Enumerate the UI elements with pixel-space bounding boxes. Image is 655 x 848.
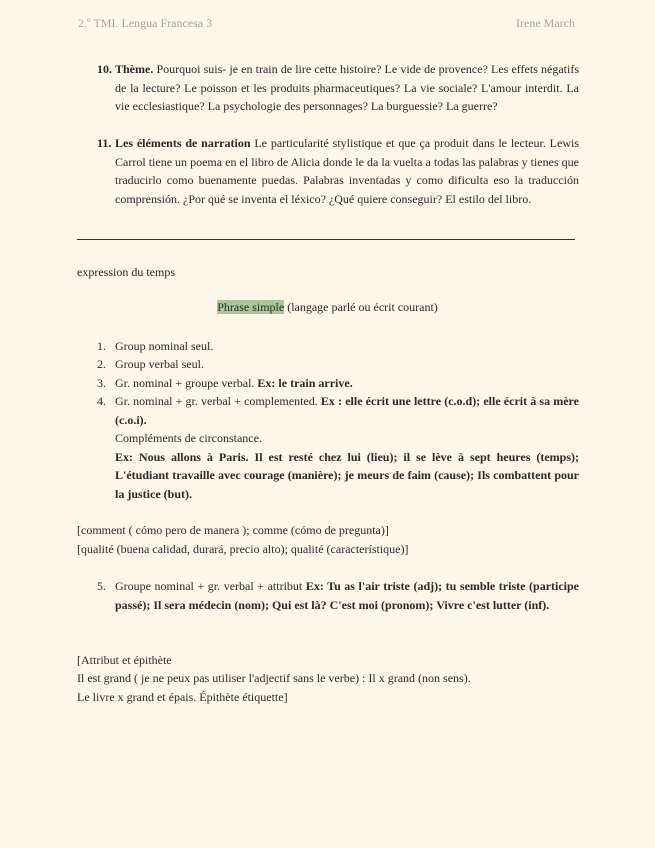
list-item — [97, 577, 579, 614]
attribut-note: [Attribut et épithète — [77, 653, 172, 667]
list-text: Group verbal seul. — [115, 357, 204, 371]
list-example: Ex : elle écrit une lettre (c.o.d); elle écrit à sa mère (c.o.i). — [115, 394, 579, 427]
section-label: expression du temps — [77, 265, 175, 279]
list-item — [97, 392, 579, 504]
list-number: 1. — [97, 339, 106, 353]
item-title: Les éléments de narration — [115, 136, 251, 150]
list-sub-example: Ex: Nous allons à Paris. Il est resté chez lui (lieu); il se lève à sept heures (temps); L'étudiant travaille avec courage (manière); je meurs de faim (cause); Ils combattent pour la justice (but). — [115, 449, 579, 501]
phrase-rest: (langage parlé ou écrit courant) — [284, 300, 438, 314]
item-narration — [97, 134, 579, 208]
list-text: Gr. nominal + gr. verbal + complemented. — [115, 394, 321, 408]
list-item — [97, 374, 579, 393]
page-header — [78, 16, 575, 31]
list-number: 2. — [97, 357, 106, 371]
header-course: 2.º TMI. Lengua Francesa 3 — [78, 16, 213, 30]
item-text: Pourquoi suis- je en train de lire cette histoire? Le vide de provence? Les effets négatifs de la lecture? Le poisson et les produits pharmaceutiques? La vie sociale? L'amour interdit. La vie ecclesiastique? La psychologie des personnages? La burguessie? La guerre? — [115, 62, 579, 114]
item-title: Thème. — [115, 62, 154, 76]
list-text: Group nominal seul. — [115, 339, 214, 353]
list-example: Ex: le train arrive. — [257, 376, 353, 390]
list-text: Gr. nominal + groupe verbal. — [115, 376, 258, 390]
horizontal-rule — [77, 239, 575, 240]
item-number: 11. — [97, 136, 112, 150]
attribut-note: Le livre x grand et épais. Épithète étiquette] — [77, 690, 288, 704]
list-subtitle: Compléments de circonstance. — [115, 431, 262, 446]
list-item — [97, 355, 579, 374]
list-text: Groupe nominal + gr. verbal + attribut — [115, 579, 306, 593]
attribut-note: Il est grand ( je ne peux pas utiliser l'adjectif sans le verbe) : Il x grand (non sens). — [77, 671, 471, 685]
item-theme — [97, 60, 579, 116]
item-text: Le particularité stylistique et que ça produit dans le lecteur. Lewis Carrol tiene un poema en el libro de Alicia donde le da la vuelta a todas las palabras y tienes que traducirlo como buenamente puedas. Palabras inventadas y como dificulta eso la traducción comprensión. ¿Por qué se inventa el léxico? ¿Qué quiere conseguir? El estilo del libro. — [115, 136, 579, 206]
bracket-note: [qualité (buena calidad, durará, precio alto); qualité (característique)] — [77, 542, 409, 556]
item-number: 10. — [97, 62, 112, 76]
list-number: 5. — [97, 579, 106, 593]
phrase-highlight: Phrase simple — [217, 300, 285, 314]
list-number: 4. — [97, 394, 106, 408]
bracket-note: [comment ( cómo pero de manera ); comme (cómo de pregunta)] — [77, 523, 389, 537]
phrase-heading — [0, 300, 655, 315]
list-number: 3. — [97, 376, 106, 390]
list-example: Ex: Tu as l'air triste (adj); tu semble triste (participe passé); Il sera médecin (nom); Qui est là? C'est moi (pronom); Vivre c'est lutter (inf). — [115, 579, 580, 612]
header-author: Irene March — [516, 16, 575, 30]
list-item — [97, 337, 579, 356]
